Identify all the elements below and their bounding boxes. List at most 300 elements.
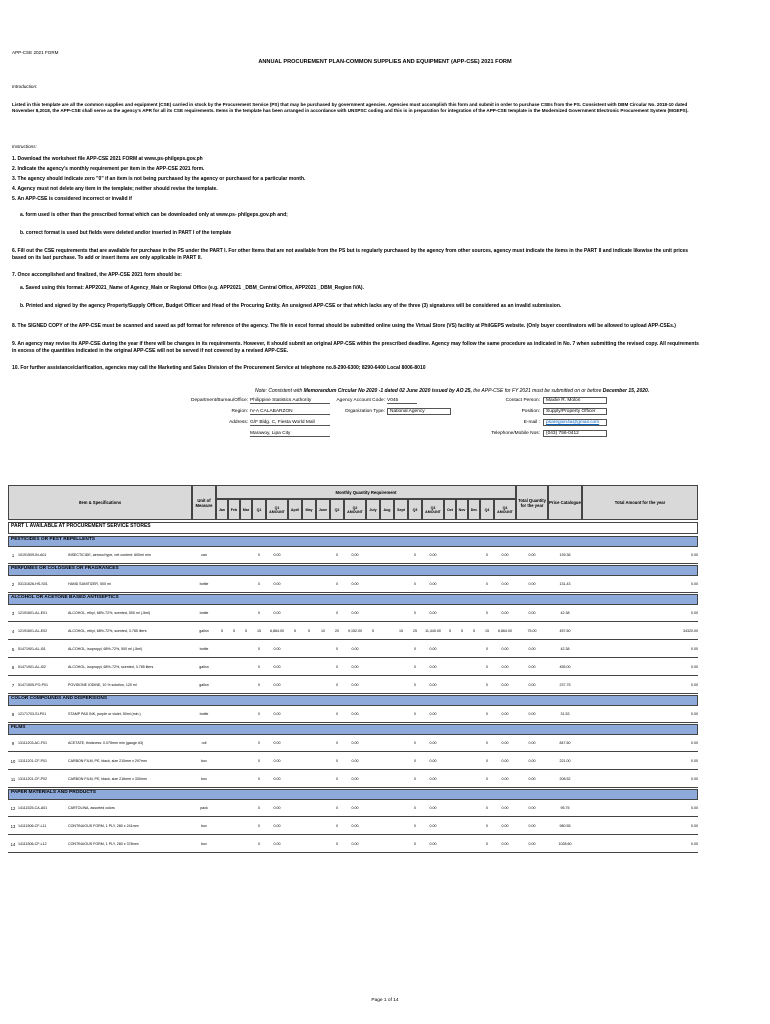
qty-cell[interactable]: 0.00 [273,647,281,651]
qty-cell[interactable] [228,756,240,766]
qty-cell[interactable]: 0.00 [501,741,509,745]
qty-cell[interactable] [380,608,394,618]
qty-cell[interactable] [444,680,456,690]
qty-cell[interactable] [468,662,480,672]
qty-cell[interactable]: 0 [336,842,338,846]
qty-cell[interactable] [228,774,240,784]
qty-cell[interactable]: 0.00 [351,553,359,557]
qty-cell[interactable]: 0.00 [429,553,437,557]
qty-cell[interactable]: 0.00 [351,842,359,846]
qty-cell[interactable] [380,579,394,589]
qty-cell[interactable]: 0.00 [501,683,509,687]
qty-cell[interactable] [228,821,240,831]
qty-cell[interactable] [366,579,380,589]
qty-cell[interactable] [316,774,330,784]
qty-cell[interactable]: 0.00 [429,759,437,763]
qty-cell[interactable]: 5 [461,629,463,633]
qty-cell[interactable] [468,608,480,618]
qty-cell[interactable]: 0.00 [273,665,281,669]
qty-cell[interactable]: 0.00 [351,759,359,763]
qty-cell[interactable] [240,579,252,589]
qty-cell[interactable] [444,644,456,654]
qty-cell[interactable] [380,803,394,813]
qty-cell[interactable] [444,738,456,748]
qty-cell[interactable]: 0 [414,806,416,810]
qty-cell[interactable]: 0 [414,553,416,557]
qty-cell[interactable]: 0 [486,712,488,716]
qty-cell[interactable]: 0 [336,553,338,557]
qty-cell[interactable] [456,738,468,748]
qty-cell[interactable]: 15 [399,629,403,633]
qty-cell[interactable]: 0.00 [351,741,359,745]
qty-cell[interactable]: 0 [486,806,488,810]
qty-cell[interactable]: 0 [258,683,260,687]
total-amount-cell: 0.00 [691,741,698,745]
qty-cell[interactable] [380,738,394,748]
qty-cell[interactable]: 0.00 [273,611,281,615]
qty-cell[interactable] [302,644,316,654]
qty-cell[interactable]: 0.00 [501,806,509,810]
qty-cell[interactable] [456,579,468,589]
qty-cell[interactable]: 0 [258,611,260,615]
qty-cell[interactable]: 0 [414,665,416,669]
qty-cell[interactable] [456,550,468,560]
qty-cell[interactable]: 0 [336,611,338,615]
qty-cell[interactable] [468,821,480,831]
qty-cell[interactable]: 0 [486,759,488,763]
qty-cell[interactable] [468,644,480,654]
qty-cell[interactable] [228,680,240,690]
qty-cell[interactable] [216,756,228,766]
qty-cell[interactable]: 0.00 [351,665,359,669]
qty-cell[interactable] [456,709,468,719]
qty-cell[interactable] [316,662,330,672]
qty-cell[interactable]: 0.00 [273,806,281,810]
tel-value[interactable]: (043) 756-0412 [543,430,607,437]
qty-cell[interactable] [366,774,380,784]
qty-cell[interactable] [240,550,252,560]
qty-cell[interactable]: 0.00 [501,665,509,669]
qty-cell[interactable] [394,738,408,748]
unit-of-measure: gallon [199,683,209,687]
qty-cell[interactable] [302,608,316,618]
qty-cell[interactable]: 0.00 [429,683,437,687]
qty-cell[interactable] [456,839,468,849]
address-line1[interactable]: G/F Bldg. C, Fiesta World Mall [250,420,330,426]
qty-cell[interactable] [316,644,330,654]
qty-cell[interactable] [366,839,380,849]
qty-cell[interactable] [380,821,394,831]
qty-cell[interactable]: 0.00 [501,647,509,651]
qty-cell[interactable] [302,803,316,813]
qty-cell[interactable]: 0 [258,665,260,669]
qty-cell[interactable]: 0 [486,777,488,781]
qty-cell[interactable]: 0.00 [273,582,281,586]
account-code-value[interactable]: V045 [387,398,417,404]
qty-cell[interactable] [394,579,408,589]
qty-cell[interactable]: 0.00 [351,647,359,651]
qty-cell[interactable] [394,821,408,831]
qty-cell[interactable] [444,821,456,831]
qty-cell[interactable] [468,579,480,589]
qty-cell[interactable]: 0 [258,842,260,846]
qty-cell[interactable] [366,550,380,560]
qty-cell[interactable]: 0.00 [429,824,437,828]
qty-cell[interactable]: 0 [414,741,416,745]
qty-cell[interactable]: 0 [486,647,488,651]
qty-cell[interactable]: 0.00 [273,842,281,846]
qty-cell[interactable] [444,709,456,719]
qty-cell[interactable] [302,662,316,672]
qty-cell[interactable]: 0.00 [429,806,437,810]
qty-cell[interactable]: 0 [336,759,338,763]
qty-cell[interactable] [468,550,480,560]
qty-cell[interactable] [394,662,408,672]
qty-cell[interactable] [216,738,228,748]
qty-cell[interactable]: 0.00 [429,647,437,651]
qty-cell[interactable]: 25 [413,629,417,633]
qty-cell[interactable]: 0.00 [501,582,509,586]
org-type-value[interactable]: National Agency [387,408,451,415]
qty-cell[interactable]: 0 [258,553,260,557]
qty-cell[interactable] [444,550,456,560]
qty-cell[interactable]: 10 [321,629,325,633]
item-code: 13111201-CF-P02 [18,777,48,781]
qty-cell[interactable] [380,550,394,560]
qty-cell[interactable] [288,821,302,831]
qty-cell[interactable] [380,644,394,654]
address-line2[interactable]: Marawoy, Lipa City [250,431,330,437]
qty-cell[interactable] [316,738,330,748]
qty-cell[interactable] [456,756,468,766]
qty-cell[interactable]: 0 [336,741,338,745]
qty-cell[interactable] [216,608,228,618]
qty-cell[interactable] [380,756,394,766]
qty-cell[interactable]: 5 [233,629,235,633]
instruction-5b: b. correct format is used but fields were deleted and/or inserted in PART I of the template [20,230,232,236]
qty-cell[interactable] [394,550,408,560]
qty-cell[interactable]: 0 [486,842,488,846]
qty-cell[interactable]: 0 [258,647,260,651]
qty-cell[interactable]: 11,440.00 [425,629,441,633]
qty-cell[interactable]: 0.00 [273,683,281,687]
qty-cell[interactable]: 5 [245,629,247,633]
qty-cell[interactable]: 0 [258,582,260,586]
qty-cell[interactable]: 0 [336,824,338,828]
qty-cell[interactable]: 0 [486,582,488,586]
qty-cell[interactable] [468,774,480,784]
qty-cell[interactable]: 5 [372,629,374,633]
qty-cell[interactable] [228,608,240,618]
qty-cell[interactable]: 0.00 [273,777,281,781]
qty-cell[interactable] [366,756,380,766]
qty-cell[interactable]: 0.00 [273,759,281,763]
qty-cell[interactable] [288,738,302,748]
qty-cell[interactable] [468,680,480,690]
qty-cell[interactable] [240,821,252,831]
qty-cell[interactable]: 9,152.00 [348,629,362,633]
qty-cell[interactable] [240,644,252,654]
qty-cell[interactable] [444,608,456,618]
qty-cell[interactable]: 0 [486,553,488,557]
qty-cell[interactable] [444,839,456,849]
qty-cell[interactable] [366,821,380,831]
qty-cell[interactable]: 0 [486,665,488,669]
qty-cell[interactable] [468,803,480,813]
qty-cell[interactable]: 0.00 [351,582,359,586]
qty-cell[interactable]: 0.00 [351,777,359,781]
qty-cell[interactable] [302,756,316,766]
qty-cell[interactable] [394,644,408,654]
qty-cell[interactable] [216,839,228,849]
total-amount-cell: 0.00 [691,842,698,846]
dept-value[interactable]: Philippine Statistics Authority [250,398,330,404]
qty-cell[interactable] [316,579,330,589]
qty-cell[interactable] [456,803,468,813]
qty-cell[interactable] [302,774,316,784]
qty-cell[interactable] [288,709,302,719]
qty-cell[interactable]: 0.00 [429,665,437,669]
qty-cell[interactable]: 0 [486,611,488,615]
qty-cell[interactable] [444,662,456,672]
qty-cell[interactable] [380,774,394,784]
qty-cell[interactable] [316,756,330,766]
qty-cell[interactable] [228,550,240,560]
qty-cell[interactable] [302,709,316,719]
qty-cell[interactable]: 0.00 [351,683,359,687]
qty-cell[interactable] [468,756,480,766]
qty-cell[interactable] [456,774,468,784]
qty-cell[interactable]: 0.00 [501,759,509,763]
qty-cell[interactable] [366,644,380,654]
qty-cell[interactable]: 5 [221,629,223,633]
qty-cell[interactable] [394,839,408,849]
qty-cell[interactable] [228,709,240,719]
qty-cell[interactable] [316,680,330,690]
qty-cell[interactable] [302,579,316,589]
qty-cell[interactable]: 0.00 [429,582,437,586]
qty-cell[interactable] [316,709,330,719]
qty-cell[interactable]: 0 [414,683,416,687]
qty-cell[interactable] [394,680,408,690]
qty-cell[interactable] [288,579,302,589]
qty-cell[interactable]: 0 [414,611,416,615]
qty-cell[interactable] [316,550,330,560]
qty-cell[interactable] [216,709,228,719]
region-value[interactable]: IV-A CALABARZON [250,409,330,415]
qty-cell[interactable]: 0.00 [351,824,359,828]
qty-cell[interactable] [456,662,468,672]
qty-cell[interactable] [302,821,316,831]
qty-cell[interactable]: 0 [258,806,260,810]
qty-cell[interactable] [468,839,480,849]
qty-cell[interactable]: 0 [258,777,260,781]
qty-cell[interactable] [366,608,380,618]
qty-cell[interactable] [468,709,480,719]
qty-cell[interactable] [394,608,408,618]
qty-cell[interactable] [216,680,228,690]
qty-cell[interactable] [302,550,316,560]
qty-cell[interactable]: 0 [336,665,338,669]
qty-cell[interactable] [288,608,302,618]
qty-cell[interactable]: 0 [258,741,260,745]
qty-cell[interactable] [288,644,302,654]
qty-cell[interactable]: 0 [336,712,338,716]
qty-cell[interactable] [316,803,330,813]
qty-cell[interactable]: 0 [336,777,338,781]
qty-cell[interactable] [456,821,468,831]
qty-cell[interactable]: 0.00 [501,824,509,828]
qty-cell[interactable]: 0.00 [429,611,437,615]
qty-cell[interactable]: 6,864.00 [270,629,284,633]
qty-cell[interactable] [468,738,480,748]
qty-cell[interactable] [228,644,240,654]
qty-cell[interactable]: 0 [414,824,416,828]
qty-cell[interactable]: 6,864.00 [498,629,512,633]
qty-cell[interactable]: 0.00 [501,712,509,716]
qty-cell[interactable]: 0.00 [273,741,281,745]
qty-cell[interactable]: 0.00 [351,611,359,615]
qty-cell[interactable] [288,550,302,560]
qty-cell[interactable] [228,803,240,813]
qty-cell[interactable] [366,738,380,748]
qty-cell[interactable] [228,738,240,748]
qty-cell[interactable] [288,756,302,766]
email-value[interactable]: psaregion4a@gmail.com [543,419,607,426]
qty-cell[interactable] [240,680,252,690]
note-prefix: Note: Consistent with [255,388,303,394]
qty-cell[interactable] [216,550,228,560]
qty-cell[interactable]: 0 [336,647,338,651]
qty-cell[interactable]: 0 [486,741,488,745]
position-value[interactable]: Supply/Property Officer [543,408,607,415]
qty-cell[interactable] [456,608,468,618]
qty-cell[interactable]: 0 [414,647,416,651]
qty-cell[interactable]: 0.00 [429,741,437,745]
qty-cell[interactable]: 0 [258,712,260,716]
qty-cell[interactable] [316,839,330,849]
qty-cell[interactable] [394,709,408,719]
price-cell: 980.55 [559,824,571,828]
qty-cell[interactable]: 0.00 [501,842,509,846]
qty-cell[interactable]: 0 [414,842,416,846]
qty-cell[interactable]: 0 [486,683,488,687]
qty-cell[interactable] [228,662,240,672]
qty-cell[interactable]: 0.00 [501,553,509,557]
qty-cell[interactable]: 0.00 [429,842,437,846]
qty-cell[interactable] [240,839,252,849]
qty-cell[interactable] [316,608,330,618]
qty-cell[interactable] [444,774,456,784]
qty-cell[interactable] [366,680,380,690]
qty-cell[interactable] [394,803,408,813]
qty-cell[interactable] [380,680,394,690]
qty-cell[interactable] [302,839,316,849]
qty-cell[interactable] [302,738,316,748]
qty-cell[interactable] [456,680,468,690]
qty-cell[interactable]: 5 [308,629,310,633]
qty-cell[interactable] [380,626,394,636]
qty-cell[interactable]: 5 [294,629,296,633]
contact-value[interactable]: Maxlie R. Molon [543,397,607,404]
qty-cell[interactable]: 5 [449,629,451,633]
qty-cell[interactable] [240,608,252,618]
qty-cell[interactable]: 0 [414,777,416,781]
item-code: 10191509-IN-A01 [18,553,47,557]
qty-cell[interactable] [444,756,456,766]
qty-cell[interactable]: 0 [336,582,338,586]
qty-cell[interactable] [216,662,228,672]
instruction-4: 4. Agency must not delete any item in the template; neither should revise the template. [12,186,218,192]
qty-cell[interactable]: 0.00 [501,777,509,781]
qty-cell[interactable] [380,709,394,719]
qty-cell[interactable] [240,803,252,813]
qty-cell[interactable]: 0.00 [429,777,437,781]
qty-cell[interactable] [216,579,228,589]
qty-cell[interactable] [380,839,394,849]
qty-cell[interactable]: 0 [414,712,416,716]
qty-cell[interactable]: 0 [486,824,488,828]
qty-cell[interactable] [216,821,228,831]
qty-cell[interactable] [240,756,252,766]
qty-cell[interactable]: 0 [258,759,260,763]
qty-cell[interactable]: 0.00 [501,611,509,615]
qty-cell[interactable] [288,662,302,672]
qty-cell[interactable] [240,738,252,748]
qty-cell[interactable] [240,662,252,672]
qty-cell[interactable] [216,644,228,654]
qty-cell[interactable] [394,774,408,784]
qty-cell[interactable] [394,756,408,766]
qty-cell[interactable] [366,709,380,719]
qty-cell[interactable]: 0.00 [351,712,359,716]
qty-cell[interactable]: 0 [414,759,416,763]
qty-cell[interactable] [444,579,456,589]
qty-cell[interactable]: 15 [257,629,261,633]
qty-cell[interactable] [288,774,302,784]
qty-cell[interactable] [302,680,316,690]
qty-cell[interactable] [288,839,302,849]
qty-cell[interactable] [228,579,240,589]
qty-cell[interactable] [288,680,302,690]
qty-cell[interactable]: 0.00 [429,712,437,716]
qty-cell[interactable]: 0 [258,824,260,828]
qty-cell[interactable]: 15 [485,629,489,633]
qty-cell[interactable]: 0.00 [273,712,281,716]
qty-cell[interactable] [240,774,252,784]
qty-cell[interactable] [380,662,394,672]
qty-cell[interactable] [444,803,456,813]
qty-cell[interactable] [456,644,468,654]
qty-cell[interactable] [240,709,252,719]
qty-cell[interactable]: 5 [473,629,475,633]
qty-cell[interactable] [316,821,330,831]
qty-cell[interactable]: 0 [414,582,416,586]
tel-label: Telephone/Mobile Nos: [491,431,540,436]
qty-cell[interactable]: 0 [336,683,338,687]
qty-cell[interactable] [228,839,240,849]
qty-cell[interactable] [366,662,380,672]
qty-cell[interactable]: 0.00 [273,824,281,828]
qty-cell[interactable] [288,803,302,813]
qty-cell[interactable]: 0 [336,806,338,810]
qty-cell[interactable] [216,774,228,784]
qty-cell[interactable]: 0.00 [351,806,359,810]
qty-cell[interactable]: 20 [335,629,339,633]
qty-cell[interactable] [216,803,228,813]
qty-cell[interactable]: 0.00 [273,553,281,557]
qty-cell[interactable] [366,803,380,813]
